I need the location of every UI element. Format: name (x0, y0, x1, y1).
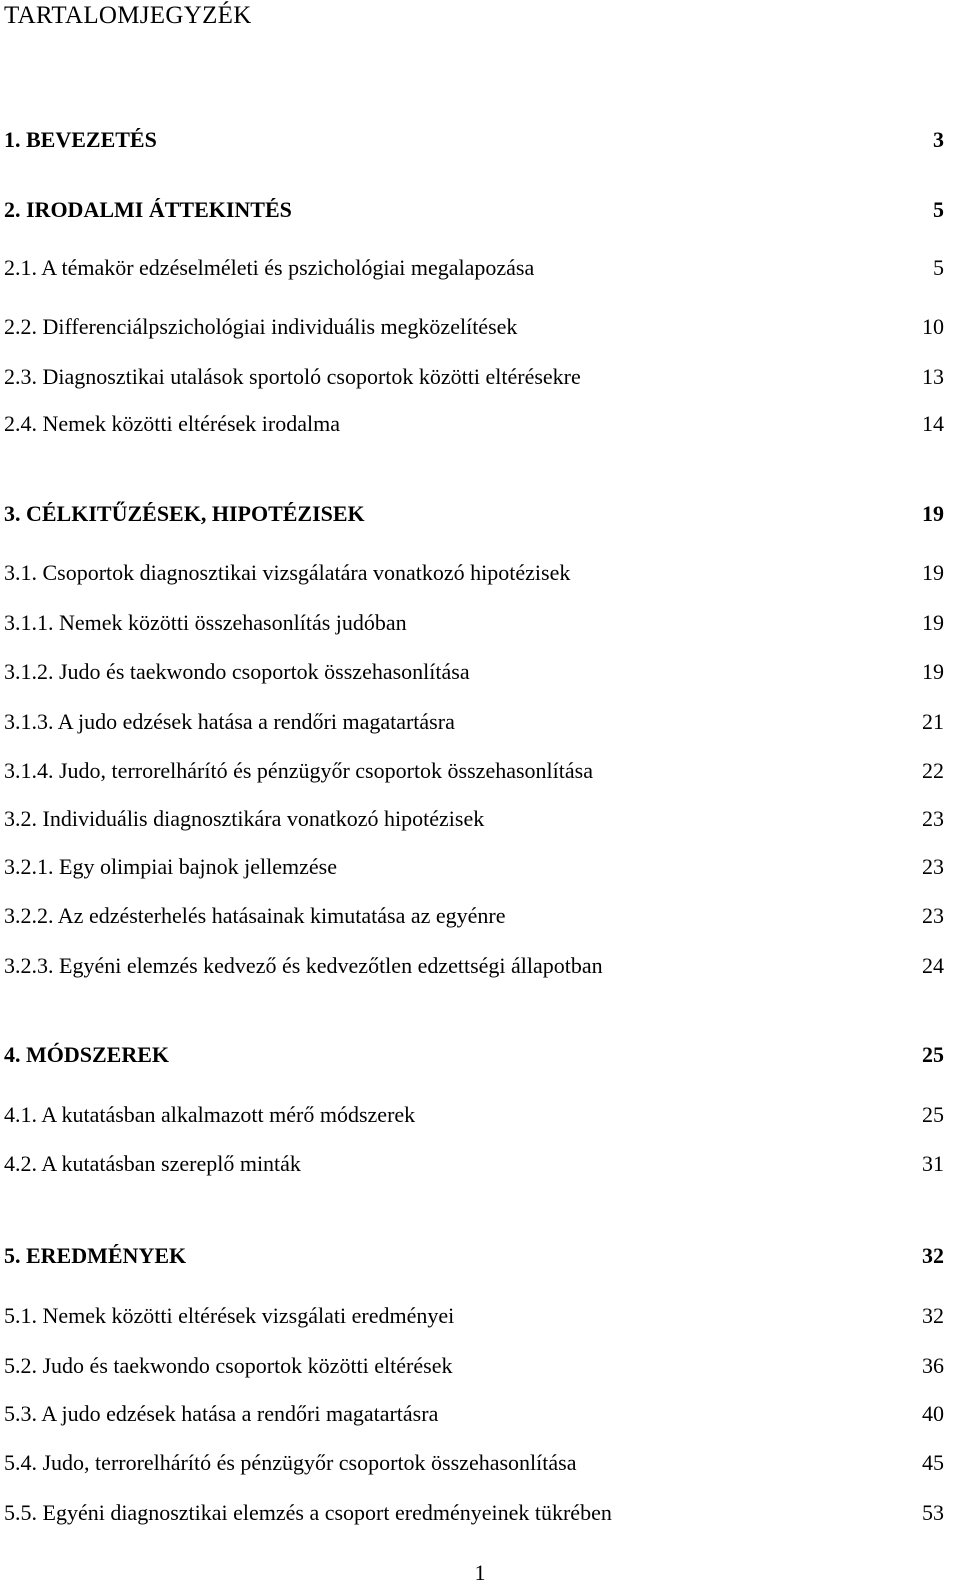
toc-entry[interactable] (4, 126, 944, 154)
toc-entry-page: 14 (922, 411, 944, 436)
toc-entry-page: 3 (933, 127, 944, 152)
toc-entry-page: 36 (922, 1353, 944, 1378)
toc-entry-label: 4.2. A kutatásban szereplő minták (4, 1151, 301, 1176)
toc-entry-page: 23 (922, 854, 944, 879)
toc-entry-label: 4. MÓDSZEREK (4, 1042, 170, 1067)
toc-entry[interactable] (4, 1400, 944, 1428)
toc-entry-label: 2.1. A témakör edzéselméleti és pszichológiai megalapozása (4, 255, 535, 280)
toc-entry-label: 3.1. Csoportok diagnosztikai vizsgálatára vonatkozó hipotézisek (4, 560, 571, 585)
toc-entry-label: 5.4. Judo, terrorelhárító és pénzügyőr csoportok összehasonlítása (4, 1450, 577, 1475)
toc-entry[interactable] (4, 196, 944, 224)
toc-entry-page: 53 (922, 1500, 944, 1525)
toc-entry-page: 31 (922, 1151, 944, 1176)
toc-entry[interactable] (4, 757, 944, 785)
toc-entry[interactable] (4, 1041, 944, 1069)
toc-entry-page: 23 (922, 903, 944, 928)
toc-entry-label: 3.2.3. Egyéni elemzés kedvező és kedvezőtlen edzettségi állapotban (4, 953, 603, 978)
toc-entry-page: 5 (933, 197, 944, 222)
toc-entry[interactable] (4, 1101, 944, 1129)
toc-entry-page: 32 (922, 1303, 944, 1328)
toc-entry[interactable] (4, 609, 944, 637)
toc-entry-label: 1. BEVEZETÉS (4, 127, 157, 152)
toc-entry-label: 3.1.4. Judo, terrorelhárító és pénzügyőr csoportok összehasonlítása (4, 758, 593, 783)
toc-entry-label: 3.1.1. Nemek közötti összehasonlítás judóban (4, 610, 407, 635)
toc-entry-page: 23 (922, 806, 944, 831)
toc-entry[interactable] (4, 805, 944, 833)
toc-entry-label: 5. EREDMÉNYEK (4, 1243, 187, 1268)
toc-entry[interactable] (4, 708, 944, 736)
toc-entry-label: 2.3. Diagnosztikai utalások sportoló csoportok közötti eltérésekre (4, 364, 581, 389)
toc-entry-page: 13 (922, 364, 944, 389)
toc-entry[interactable] (4, 658, 944, 686)
toc-entry[interactable] (4, 363, 944, 391)
toc-entry-label: 3.2. Individuális diagnosztikára vonatkozó hipotézisek (4, 806, 485, 831)
toc-entry-page: 45 (922, 1450, 944, 1475)
toc-entry[interactable] (4, 1499, 944, 1527)
toc-entry[interactable] (4, 500, 944, 528)
page-number: 1 (474, 1560, 486, 1585)
toc-entry-label: 5.3. A judo edzések hatása a rendőri magatartásra (4, 1401, 439, 1426)
toc-entry-page: 19 (922, 610, 944, 635)
toc-entry-page: 25 (922, 1102, 944, 1127)
toc-entry-label: 3.2.2. Az edzésterhelés hatásainak kimutatása az egyénre (4, 903, 506, 928)
toc-entry-label: 2.2. Differenciálpszichológiai individuális megközelítések (4, 314, 518, 339)
toc-entry[interactable] (4, 1352, 944, 1380)
toc-entry[interactable] (4, 902, 944, 930)
toc-title: TARTALOMJEGYZÉK (4, 2, 252, 29)
toc-entry[interactable] (4, 952, 944, 980)
toc-entry-page: 10 (922, 314, 944, 339)
toc-entry-page: 19 (922, 659, 944, 684)
toc-entry-label: 3. CÉLKITŰZÉSEK, HIPOTÉZISEK (4, 501, 365, 526)
toc-entry-label: 4.1. A kutatásban alkalmazott mérő módszerek (4, 1102, 416, 1127)
toc-entry-label: 5.5. Egyéni diagnosztikai elemzés a csoport eredményeinek tükrében (4, 1500, 612, 1525)
toc-entry-label: 2. IRODALMI ÁTTEKINTÉS (4, 197, 292, 222)
toc-entry[interactable] (4, 1242, 944, 1270)
toc-entry[interactable] (4, 410, 944, 438)
toc-entry-label: 3.1.3. A judo edzések hatása a rendőri magatartásra (4, 709, 455, 734)
toc-entry[interactable] (4, 1449, 944, 1477)
toc-entry[interactable] (4, 1150, 944, 1178)
toc-entry[interactable] (4, 313, 944, 341)
toc-entry[interactable] (4, 1302, 944, 1330)
toc-entry-page: 32 (922, 1243, 944, 1268)
toc-entry-label: 5.1. Nemek közötti eltérések vizsgálati eredményei (4, 1303, 455, 1328)
toc-entry-page: 22 (922, 758, 944, 783)
toc-entry[interactable] (4, 254, 944, 282)
toc-entry-label: 3.1.2. Judo és taekwondo csoportok összehasonlítása (4, 659, 470, 684)
toc-entry-page: 40 (922, 1401, 944, 1426)
toc-entry-page: 24 (922, 953, 944, 978)
toc-entry-page: 19 (922, 501, 944, 526)
toc-entry-page: 25 (922, 1042, 944, 1067)
toc-entry-label: 3.2.1. Egy olimpiai bajnok jellemzése (4, 854, 337, 879)
toc-entry-label: 5.2. Judo és taekwondo csoportok közötti eltérések (4, 1353, 453, 1378)
toc-entry[interactable] (4, 559, 944, 587)
toc-entry-page: 21 (922, 709, 944, 734)
toc-entry-page: 19 (922, 560, 944, 585)
toc-entry-page: 5 (933, 255, 944, 280)
toc-entry-label: 2.4. Nemek közötti eltérések irodalma (4, 411, 340, 436)
toc-entry[interactable] (4, 853, 944, 881)
